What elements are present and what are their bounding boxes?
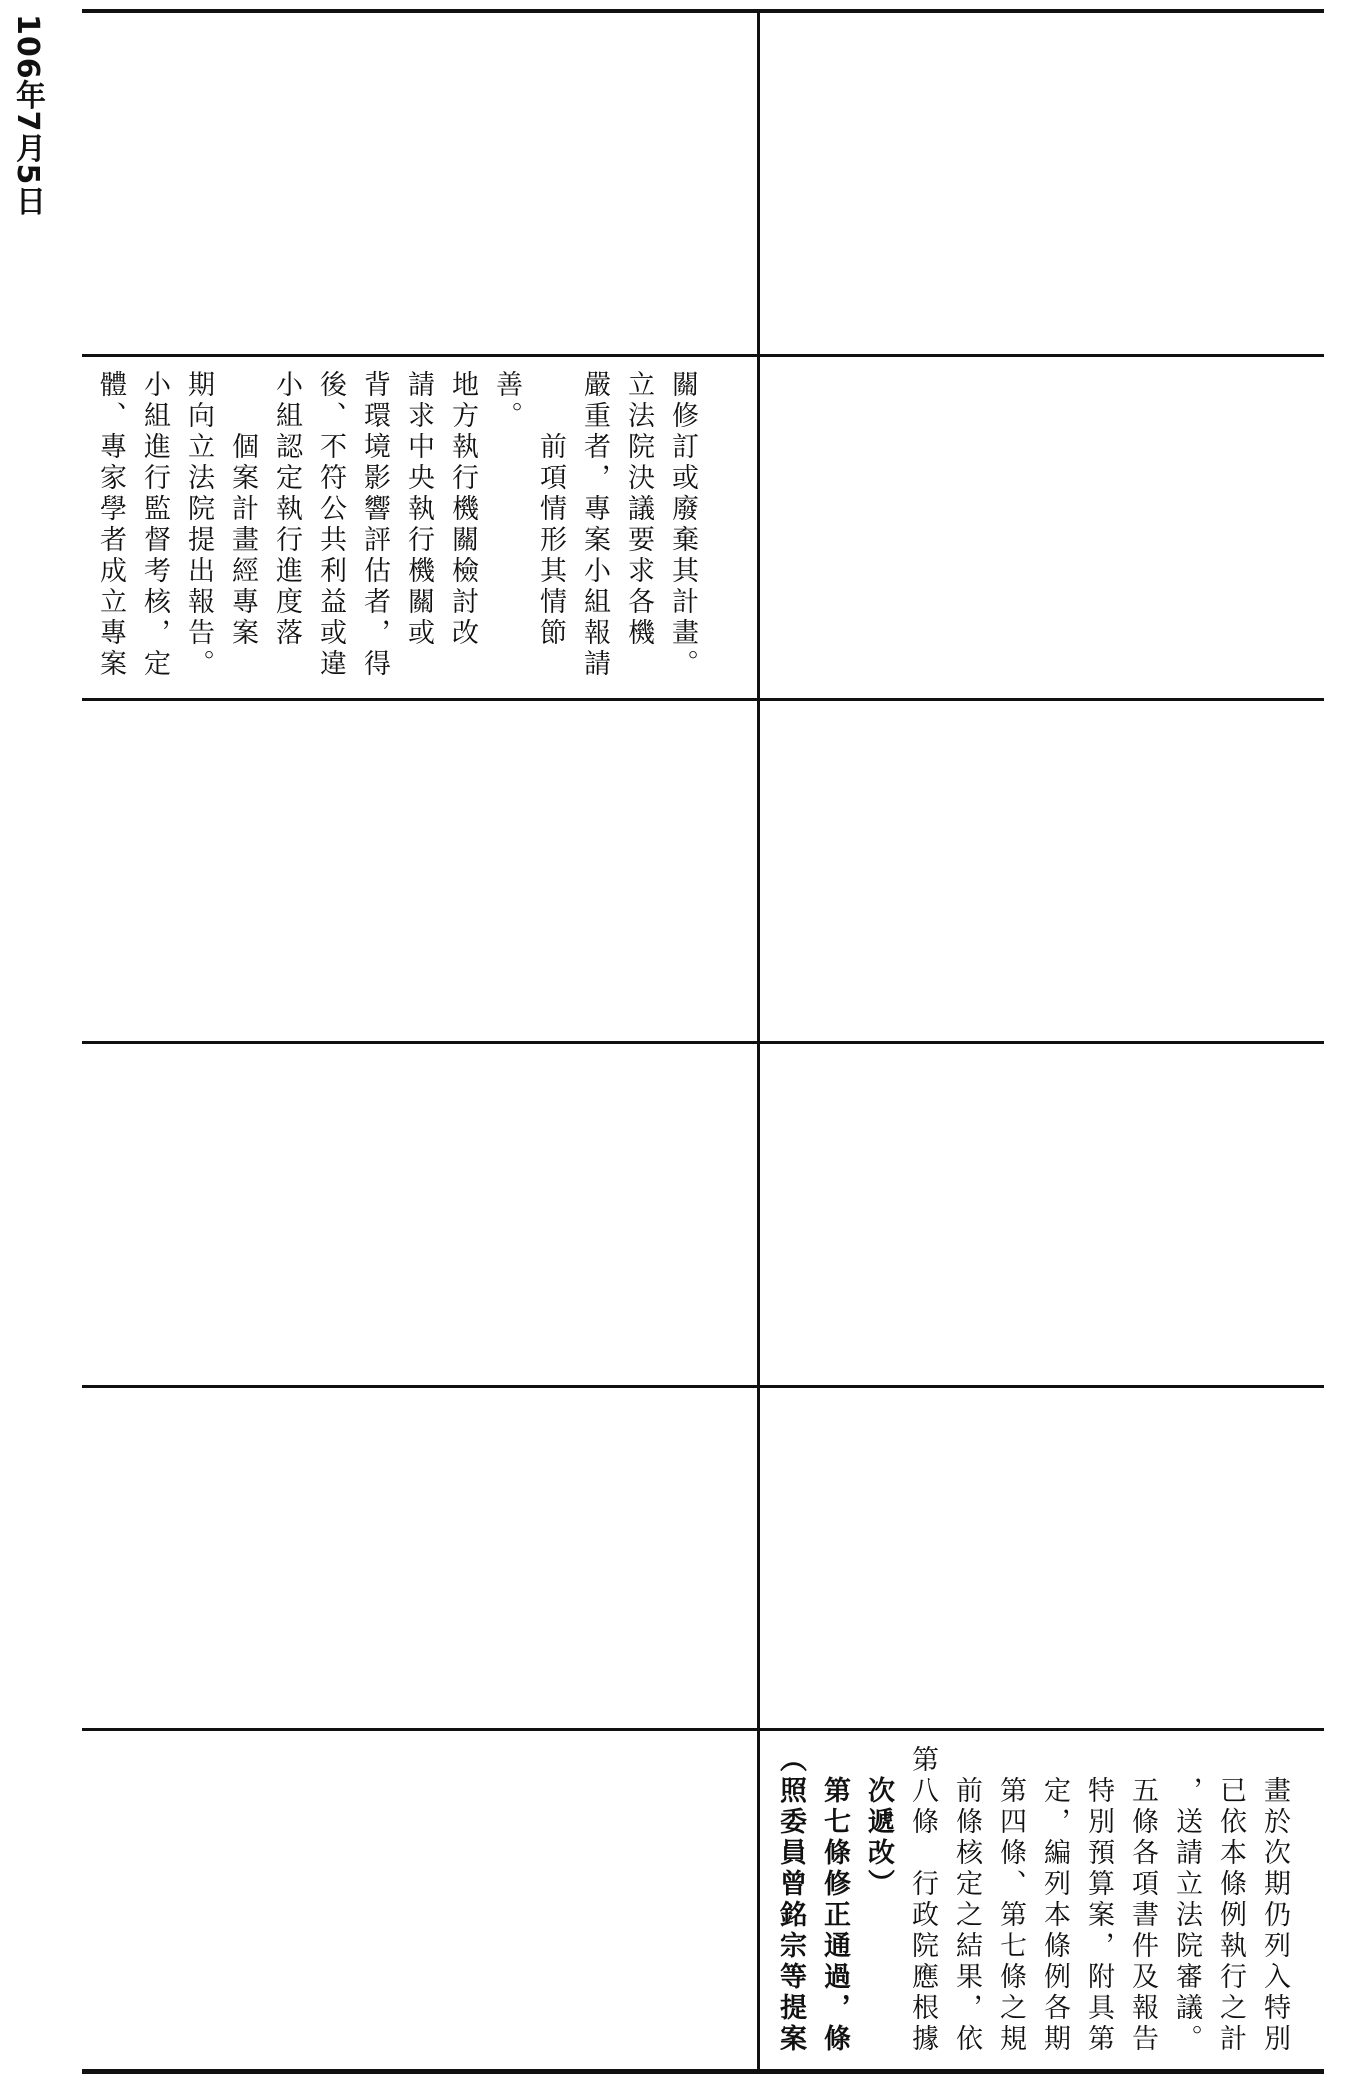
article-text-line: 五條各項書件及報告 [1127,1745,1158,2055]
table-column-divider [757,9,760,2073]
provision-text-line: 立法院決議要求各機 [623,370,654,649]
amendment-note-line: 次遞改） [863,1745,894,1900]
page-date: 106年7月5日 [10,14,45,217]
article-text-line: ，送請立法院審議。 [1171,1745,1202,2055]
table-row-divider-1 [82,354,1324,357]
table-row-divider-4 [82,1385,1324,1388]
provision-text-line: 小組進行監督考核，定 [139,370,170,680]
provision-text-line: 背環境影響評估者，得 [359,370,390,680]
provision-text-line: 地方執行機關檢討改 [447,370,478,649]
article-text-line: 第四條、第七條之規 [995,1745,1026,2055]
row6-right-cell-text [770,1745,1320,2065]
provision-text-line: 關修訂或廢棄其計畫。 [667,370,698,680]
article-text-line: 前條核定之結果，依 [951,1745,982,2055]
table-bottom-rule [82,2069,1324,2074]
provision-text-line: 期向立法院提出報告。 [183,370,214,680]
table-row-divider-3 [82,1041,1324,1044]
provision-text-line: 小組認定執行進度落 [271,370,302,649]
article-text-line: 第八條 行政院應根據 [907,1745,938,2055]
provision-text-line: 善。 [491,370,522,432]
provision-text-line: 嚴重者，專案小組報請 [579,370,610,680]
table-top-rule [82,9,1324,13]
amendment-note-line: （照委員曾銘宗等提案 [775,1745,806,2055]
article-text-line: 定，編列本條例各期 [1039,1745,1070,2055]
amendment-note-line: 第七條修正通過，條 [819,1745,850,2055]
table-row-divider-5 [82,1728,1324,1731]
article-text-line: 已依本條例執行之計 [1215,1745,1246,2055]
article-text-line: 特別預算案，附具第 [1083,1745,1114,2055]
row2-left-cell-text [90,370,750,690]
provision-text-line: 前項情形其情節 [535,370,566,649]
provision-text-line: 請求中央執行機關或 [403,370,434,649]
provision-text-line: 個案計畫經專案 [227,370,258,649]
provision-text-line: 後、不符公共利益或違 [315,370,346,680]
article-text-line: 畫於次期仍列入特別 [1259,1745,1290,2055]
provision-text-line: 體、專家學者成立專案 [95,370,126,680]
table-row-divider-2 [82,698,1324,701]
